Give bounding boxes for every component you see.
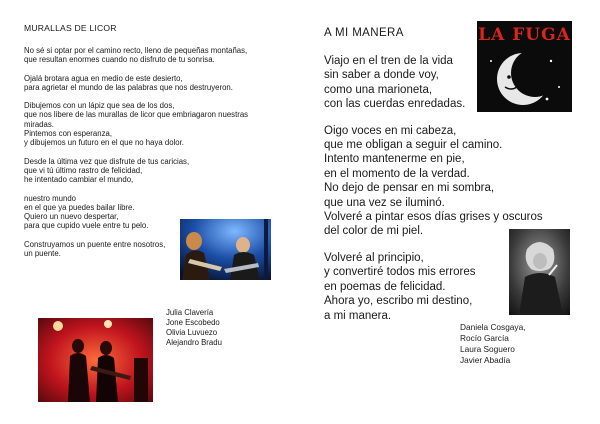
poem-line: para agrietar el mundo de las palabras que nos destruyeron. (24, 82, 233, 92)
singer-photo (509, 229, 570, 315)
poem-line: No sé si optar por el camino recto, lleno de pequeñas montañas, (24, 46, 248, 55)
poem-line: Volveré al principio, (324, 251, 424, 264)
logo-text: LA FUGA (478, 25, 571, 45)
poem-line: un puente. (24, 249, 61, 259)
author-name: Javier Abadía (460, 355, 511, 365)
poem-title: MURALLAS DE LICOR (24, 23, 117, 33)
author-name: Alejandro Bradu (166, 338, 222, 347)
stage-photo (38, 318, 153, 402)
poem-line: Ojalá brotara agua en medio de este desierto, (24, 73, 183, 83)
author-name: Julia Clavería (166, 308, 214, 317)
stanza (24, 46, 274, 65)
poem-line: No dejo de pensar en mi sombra, (324, 182, 495, 195)
poem-line: Desde la última vez que disfrute de tus caricias, (24, 156, 190, 166)
poem-line: Volveré a pintar esos días grises y oscuros (324, 211, 543, 224)
poem-line: he intentado cambiar el mundo, (24, 175, 134, 185)
poem-line: Dibujemos con un lápiz que sea de los dos, (24, 101, 175, 111)
poem-line: para que cupido vuele entre tu pelo. (24, 221, 149, 231)
poem-line: a mi manera. (324, 309, 392, 322)
stanza (24, 101, 274, 147)
poem-line: Quiero un nuevo despertar, (24, 212, 119, 222)
poem-line: Viajo en el tren de la vida (324, 55, 453, 67)
poem-line: y convertiré todos mis errores (324, 266, 476, 279)
poem-line: Intento mantenerme en pie, (324, 153, 465, 166)
stanza (24, 74, 274, 93)
poem-line: Oigo voces en mi cabeza, (324, 124, 457, 137)
author-name: Daniela Cosgaya, (460, 322, 526, 332)
poem-line: que una vez se iluminó. (324, 196, 445, 209)
right-page (300, 0, 600, 424)
stanza (24, 157, 274, 185)
poem-line: que nos libere de las murallas de licor que embriagaron nuestras miradas. (24, 110, 249, 129)
poem-line: que resultan enormes cuando no disfruto de tu sonrisa. (24, 55, 215, 65)
poem-line: en el momento de la verdad. (324, 167, 470, 180)
poem-line: sin saber a donde voy, (324, 69, 439, 82)
poem-line: en poemas de felicidad. (324, 280, 446, 293)
stanza (324, 124, 594, 239)
author-name: Jone Escobedo (166, 318, 220, 327)
poem-title: A MI MANERA (324, 27, 404, 39)
band-logo (477, 21, 572, 112)
author-name: Olivia Luvuezo (166, 328, 218, 337)
poem-line: Construyamos un puente entre nosotros, (24, 239, 166, 249)
poem-line: en el que ya puedes bailar libre. (24, 202, 135, 212)
author-name: Rocío García (460, 333, 509, 343)
poem-line: Pintemos con esperanza, (24, 129, 112, 139)
poem-line: como una marioneta, (324, 83, 433, 96)
authors-list (166, 308, 222, 348)
authors-list (460, 322, 526, 366)
poem-line: y dibujemos un futuro en el que no haya dolor. (24, 138, 184, 148)
author-name: Laura Soguero (460, 344, 515, 354)
poem-line: Ahora yo, escribo mi destino, (324, 295, 473, 308)
poem-line: nuestro mundo (24, 193, 77, 203)
poem-line: que me obligan a seguir el camino. (324, 139, 503, 152)
poem-line: con las cuerdas enredadas. (324, 98, 466, 111)
guitarists-photo (180, 219, 271, 280)
poem-line: que vi tú último rastro de felicidad, (24, 165, 143, 175)
poem-line: del color de mi piel. (324, 225, 424, 238)
